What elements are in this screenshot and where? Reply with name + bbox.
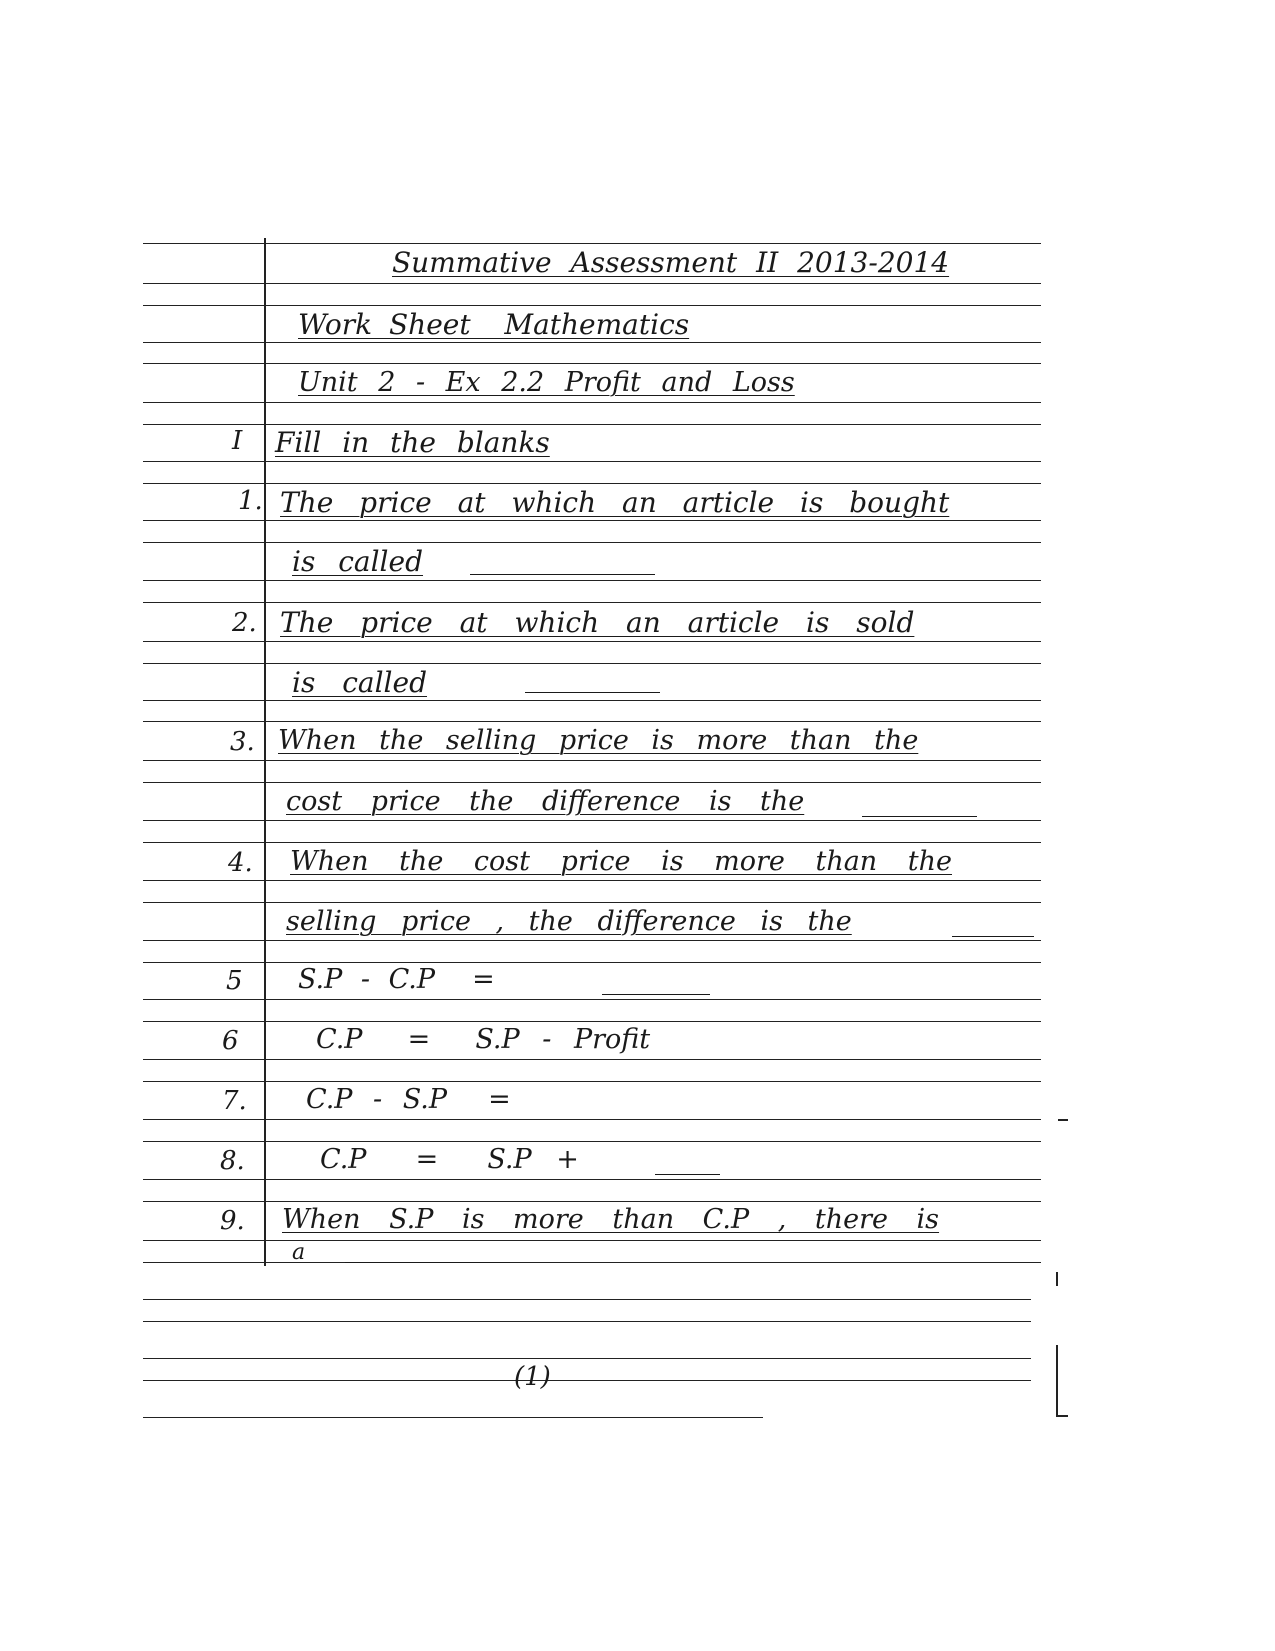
ruled-line (143, 402, 1041, 403)
ruled-line (143, 1417, 763, 1418)
question-text: When S.P is more than C.P , there is (282, 1204, 940, 1235)
ruled-line (143, 700, 1041, 701)
question-number: 5 (226, 966, 243, 996)
question-text: is called (292, 666, 428, 699)
scan-mark (1058, 1119, 1068, 1121)
ruled-line (143, 283, 1041, 284)
question-number: 6 (222, 1026, 239, 1056)
question-number: 3. (230, 727, 255, 757)
ruled-line (143, 461, 1041, 462)
ruled-line (143, 1141, 1041, 1142)
ruled-line (143, 940, 1041, 941)
ruled-line (143, 782, 1041, 783)
ruled-line (143, 342, 1041, 343)
ruled-line (143, 842, 1041, 843)
ruled-line (143, 641, 1041, 642)
ruled-line (143, 760, 1041, 761)
ruled-line (143, 243, 1041, 244)
answer-blank (345, 1262, 510, 1263)
margin-line (264, 238, 266, 1266)
ruled-line (143, 999, 1041, 1000)
ruled-line (143, 1240, 1041, 1241)
ruled-line (143, 880, 1041, 881)
scan-mark (1056, 1345, 1058, 1417)
ruled-line (143, 580, 1041, 581)
ruled-line (143, 1299, 1031, 1300)
answer-blank (525, 692, 660, 693)
question-number: 8. (220, 1146, 245, 1176)
answer-blank (862, 816, 977, 817)
formula-text: S.P - C.P = (298, 964, 495, 995)
question-text: a (292, 1240, 306, 1265)
ruled-line (143, 663, 1041, 664)
ruled-line (143, 1179, 1041, 1180)
ruled-line (143, 902, 1041, 903)
ruled-line (143, 1380, 1031, 1381)
question-text: cost price the difference is the (286, 786, 805, 817)
question-text: When the cost price is more than the (290, 846, 952, 877)
ruled-line (143, 520, 1041, 521)
ruled-line (143, 363, 1041, 364)
ruled-line (143, 602, 1041, 603)
question-text: When the selling price is more than the (278, 725, 919, 756)
question-number: 4. (228, 848, 253, 878)
section-numeral: I (232, 426, 243, 456)
worksheet-subtitle: Work Sheet Mathematics (298, 308, 690, 341)
answer-blank (470, 574, 655, 575)
scan-mark (1056, 1415, 1068, 1417)
ruled-line (143, 962, 1041, 963)
ruled-line (143, 1119, 1041, 1120)
ruled-line (143, 542, 1041, 543)
ruled-line (143, 1321, 1031, 1322)
question-number: 9. (220, 1206, 245, 1236)
ruled-line (143, 1059, 1041, 1060)
ruled-line (143, 1081, 1041, 1082)
answer-blank (655, 1174, 720, 1175)
ruled-line (143, 483, 1041, 484)
answer-blank (602, 994, 710, 995)
question-text: selling price , the difference is the (286, 906, 852, 937)
scan-mark (1056, 1272, 1058, 1286)
unit-heading: Unit 2 - Ex 2.2 Profit and Loss (298, 367, 795, 398)
answer-blank (952, 936, 1034, 937)
question-number: 1. (238, 486, 263, 516)
section-instruction: Fill in the blanks (275, 426, 550, 459)
question-text: The price at which an article is bought (280, 486, 950, 519)
ruled-line (143, 1358, 1031, 1359)
question-text: The price at which an article is sold (280, 606, 915, 639)
question-text: is called (292, 545, 424, 578)
ruled-line (143, 820, 1041, 821)
question-number: 7. (222, 1086, 247, 1116)
ruled-line (143, 424, 1041, 425)
question-number: 2. (232, 608, 257, 638)
ruled-line (143, 721, 1041, 722)
formula-text: C.P = S.P - Profit (316, 1024, 651, 1055)
formula-text: C.P = S.P + (320, 1144, 579, 1175)
ruled-line (143, 1201, 1041, 1202)
ruled-line (143, 305, 1041, 306)
ruled-line (143, 1021, 1041, 1022)
formula-text: C.P - S.P = (306, 1084, 511, 1115)
page-number: (1) (514, 1362, 551, 1392)
worksheet-title: Summative Assessment II 2013-2014 (392, 246, 950, 279)
ruled-line (143, 1262, 1041, 1263)
